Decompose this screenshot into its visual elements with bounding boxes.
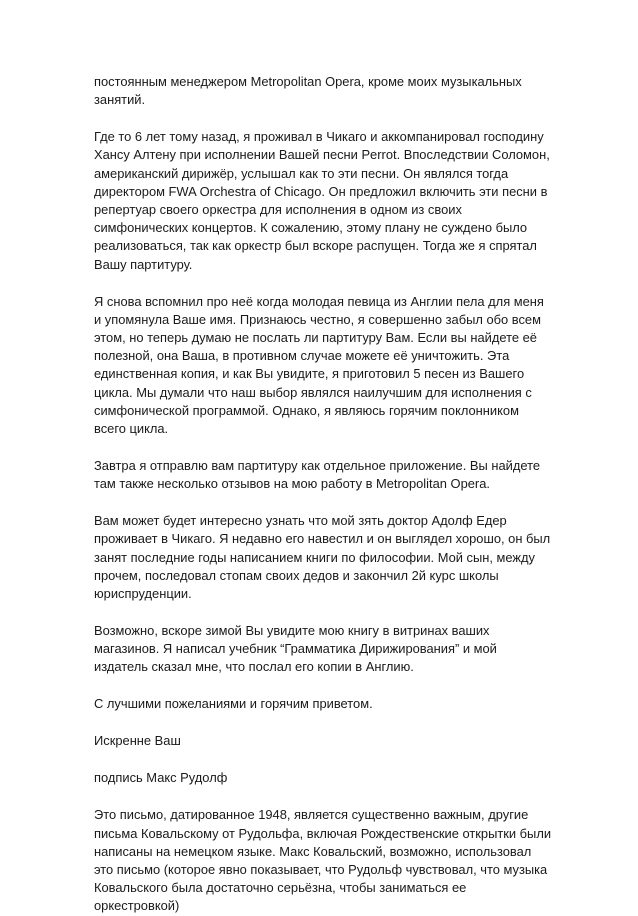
paragraph-score-sending: Завтра я отправлю вам партитуру как отдельное приложение. Вы найдете там также несколько отзывов на мою работу в Metropolitan Opera.	[94, 458, 541, 492]
paragraph-closing-wishes: С лучшими пожеланиями и горячим приветом.	[94, 696, 373, 712]
paragraph-signature: подпись Макс Рудолф	[94, 770, 228, 786]
paragraph-commentary: Это письмо, датированное 1948, является существенно важным, другие письма Ковальскому от Рудольфа, включая Рождественские открытки были написаны на немецком языке. Макс Ковальский, возможно, использовал это письмо (которое явно показывает, что Рудольф чувствовал, что музыка Ковальского была достаточно серьёзна, чтобы заниматься ее оркестровкой)	[94, 807, 552, 914]
document-page	[94, 73, 552, 916]
paragraph-sincerely: Искренне Ваш	[94, 733, 181, 749]
paragraph-son-in-law: Вам может будет интересно узнать что мой зять доктор Адолф Едер проживает в Чикаго. Я недавно его навестил и он выглядел хорошо, он был занят последние годы написанием книги по философии. Мой сын, между прочем, последовал стопам своих дедов и закончил 2й курс школы юриспруденции.	[94, 513, 551, 602]
paragraph-manager-continuation: постоянным менеджером Metropolitan Opera, кроме моих музыкальных занятий.	[94, 74, 522, 108]
paragraph-singer-memory: Я снова вспомнил про неё когда молодая певица из Англии пела для меня и упомянула Ваше имя. Признаюсь честно, я совершенно забыл обо всем этом, но теперь думаю не послать ли партитуру Вам. Если вы найдете её полезной, она Ваша, в противном случае можете её уничтожить. Эта единственная копия, и как Вы увидите, я приготовил 5 песен из Вашего цикла. Мы думали что наш выбор являлся наилучшим для исполнения с симфонической программой. Однако, я являюсь горячим поклонником всего цикла.	[94, 293, 544, 437]
paragraph-chicago-story: Где то 6 лет тому назад, я проживал в Чикаго и аккомпанировал господину Хансу Алтену при исполнении Вашей песни Perrot. Впоследствии Соломон, американский дирижёр, услышал как то эти песни. Он являлся тогда директором FWA Orchestra of Chicago. Он предложил включить эти песни в репертуар своего оркестра для исполнения в одном из своих симфонических концертов. К сожалению, этому плану не суждено было реализоваться, так как оркестр был вскоре распущен. Тогда же я спрятал Вашу партитуру.	[94, 129, 550, 272]
paragraph-book: Возможно, вскоре зимой Вы увидите мою книгу в витринах ваших магазинов. Я написал учебник “Грамматика Дирижирования” и мой издатель сказал мне, что послал его копии в Англию.	[94, 623, 497, 675]
